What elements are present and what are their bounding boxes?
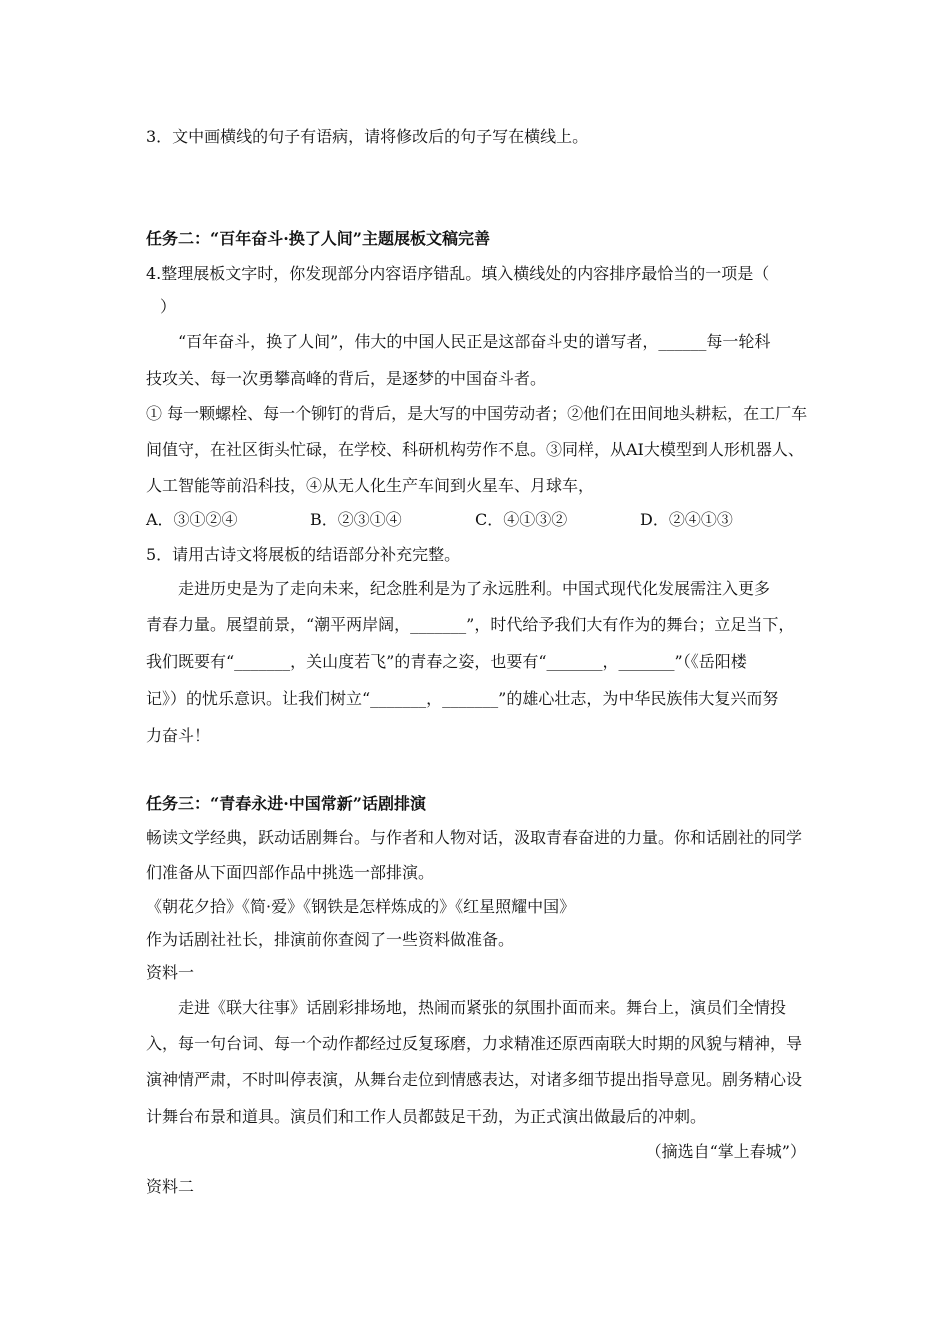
q5-passage-line: 青春力量。展望前景，“潮平两岸阔，_______”，时代给予我们大有作为的舞台；立足当下， [146, 615, 795, 634]
material-1-line: 走进《联大往事》话剧彩排场地，热闹而紧张的氛围扑面而来。舞台上，演员们全情投 [178, 998, 787, 1017]
material-1-label: 资料一 [146, 963, 195, 982]
material-1-source: （摘选自“掌上春城”） [645, 1142, 806, 1161]
works-list: 《朝花夕拾》《简·爱》《钢铁是怎样炼成的》《红星照耀中国》 [146, 897, 576, 916]
passage-line: 技攻关、每一次勇攀高峰的背后，是逐梦的中国奋斗者。 [146, 369, 547, 388]
material-1-line: 入，每一句台词、每一个动作都经过反复琢磨，力求精准还原西南联大时期的风貌与精神，导 [146, 1034, 803, 1053]
question-5: 5．请用古诗文将展板的结语部分补充完整。 [146, 545, 461, 564]
items-line: 间值守，在社区街头忙碌，在学校、科研机构劳作不息。③同样，从AI大模型到人形机器人、 [146, 440, 804, 459]
task3-intro-line: 畅读文学经典，跃动话剧舞台。与作者和人物对话，汲取青春奋进的力量。你和话剧社的同学 [146, 828, 803, 847]
q5-passage-line: 记》）的忧乐意识。让我们树立“_______，_______”的雄心壮志，为中华民族伟大复兴而努 [146, 689, 779, 708]
items-line: ① 每一颗螺栓、每一个铆钉的背后，是大写的中国劳动者；②他们在田间地头耕耘，在工厂车 [146, 404, 808, 423]
q5-passage-line: 走进历史是为了走向未来，纪念胜利是为了永远胜利。中国式现代化发展需注入更多 [178, 579, 771, 598]
option-b: B．②③①④ [310, 510, 402, 529]
option-c: C．④①③② [475, 510, 568, 529]
prep-line: 作为话剧社社长，排演前你查阅了一些资料做准备。 [146, 930, 515, 949]
material-1-line: 演神情严肃，不时叫停表演，从舞台走位到情感表达，对诸多细节提出指导意见。剧务精心设 [146, 1070, 803, 1089]
q5-passage-line: 我们既要有“_______，关山度若飞”的青春之姿，也要有“_______，_______”（《岳阳楼 [146, 652, 747, 671]
q5-passage-line: 力奋斗！ [146, 726, 211, 745]
question-4-line1: 4.整理展板文字时，你发现部分内容语序错乱。填入横线处的内容排序最恰当的一项是（ [146, 264, 770, 283]
task3-title: 任务三：“青春永进·中国常新”话剧排演 [146, 794, 426, 813]
option-a: A．③①②④ [146, 510, 238, 529]
items-line: 人工智能等前沿科技，④从无人化生产车间到火星车、月球车， [146, 476, 595, 495]
passage-line: “百年奋斗，换了人间”，伟大的中国人民正是这部奋斗史的谱写者，______每一轮科 [178, 332, 771, 351]
material-2-label: 资料二 [146, 1177, 195, 1196]
task3-intro-line: 们准备从下面四部作品中挑选一部排演。 [146, 863, 435, 882]
task2-title: 任务二：“百年奋斗·换了人间”主题展板文稿完善 [146, 229, 490, 248]
question-4-line2: ） [160, 297, 177, 316]
question-3: 3．文中画横线的句子有语病，请将修改后的句子写在横线上。 [146, 127, 589, 146]
material-1-line: 计舞台布景和道具。演员们和工作人员都鼓足干劲，为正式演出做最后的冲刺。 [146, 1107, 707, 1126]
option-d: D．②④①③ [640, 510, 733, 529]
